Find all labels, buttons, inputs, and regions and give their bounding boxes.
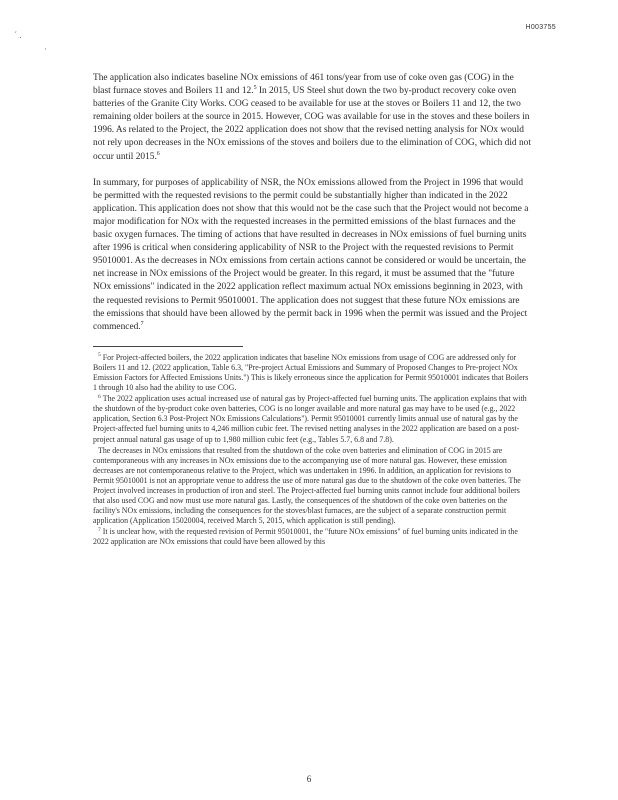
paragraph-text: The application also indicates baseline NOx emissions of 461 tons/year from use of coke oven gas (COG) in the blast furnace stoves and Boilers 11 and 12. bbox=[93, 73, 514, 97]
document-id: H003755 bbox=[525, 24, 556, 31]
footnotes bbox=[93, 353, 533, 548]
footnote-text: The 2022 application uses actual increased use of natural gas by Project-affected fuel burning units. The application explains that with the shutdown of the by-product coke oven batteries, COG is no longer available and more natural gas may have to be used (e.g., 2022 application, Section 6.3 Post-Project NOx Emissions Calculations"). Permit 95010001 currently limits annual use of natural gas by the Project-affected fuel burning units to 4,246 million cubic feet. The revised netting analyses in the 2022 application are based on a post-project annual natural gas usage of up to 1,980 million cubic feet (e.g., Tables 5.7, 6.8 and 7.8). bbox=[93, 394, 527, 444]
footnote bbox=[93, 527, 533, 547]
footnote-mark: 5 bbox=[98, 352, 101, 359]
footnote-mark: 7 bbox=[98, 526, 101, 533]
footnote bbox=[93, 394, 533, 444]
page-number: 6 bbox=[306, 774, 312, 784]
scan-mark: ´ . bbox=[14, 30, 22, 40]
footnote-mark: 6 bbox=[98, 393, 101, 400]
footnote-divider bbox=[93, 346, 243, 347]
paragraph-text-continued: In 2015, US Steel shut down the two by-product recovery coke oven batteries of the Granite City Works. COG ceased to be available for use at the stoves or Boilers 11 and 12, the two remaining older boilers at the source in 2015. However, COG was available for use in the stoves and these boilers in 1996. As related to the Project, the 2022 application does not show that the revised netting analysis for NOx would not rely upon decreases in the NOx emissions of the stoves and boilers due to the elimination of COG, which did not occur until 2015. bbox=[93, 86, 531, 162]
footnote-text: For Project-affected boilers, the 2022 application indicates that baseline NOx emissions from usage of COG are addressed only for Boilers 11 and 12. (2022 application, Table 6.3, "Pre-project Actual Emissions and Summary of Proposed Changes to Pre-project NOx Emission Factors for Affected Emissions Units.") This is likely erroneous since the application for Permit 95010001 indicates that Boilers 1 through 10 also had the ability to use COG. bbox=[93, 352, 529, 393]
footnote-text: It is unclear how, with the requested revision of Permit 95010001, the "future NOx emissions" of fuel burning units indicated in the 2022 application are NOx emissions that could have been allowed by this bbox=[93, 527, 518, 547]
footnote-continuation bbox=[93, 446, 533, 527]
footnote-reference: 7 bbox=[140, 320, 144, 327]
scan-dot: · bbox=[44, 44, 47, 54]
document-page bbox=[93, 72, 533, 549]
footnote-reference: 5 bbox=[253, 84, 257, 91]
paragraph-text: In summary, for purposes of applicability of NSR, the NOx emissions allowed from the Project in 1996 that would be permitted with the requested revisions to the permit could be substantially higher than indicated in the 2022 application. This application does not show that this would not be the case such that the Project would not become a major modification for NOx with the requested increases in the permitted emissions of the blast furnaces and the basic oxygen furnaces. The timing of actions that have resulted in decreases in NOx emissions of fuel burning units after 1996 is critical when considering applicability of NSR to the Project with the requested revisions to Permit 95010001. As the decreases in NOx emissions from certain actions cannot be considered or would be uncertain, the net increase in NOx emissions of the Project would be greater. In this regard, it must be assumed that the "future NOx emissions" indicated in the 2022 application reflect maximum actual NOx emissions beginning in 2023, with the requested revisions to Permit 95010001. The application does not suggest that these future NOx emissions are the emissions that should have been allowed by the permit back in 1996 when the permit was issued and the Project commenced. bbox=[93, 177, 529, 332]
body-paragraph bbox=[93, 177, 533, 334]
body-paragraph bbox=[93, 72, 533, 164]
footnote-reference: 6 bbox=[156, 150, 160, 157]
footnote-text: The decreases in NOx emissions that resulted from the shutdown of the coke oven batteries and elimination of COG in 2015 are contemporaneous with any increases in NOx emissions due to the accompanying use of more natural gas. However, these emission decreases are not contemporaneous relative to the Project, which was undertaken in 1996. In addition, an application for revisions to Permit 95010001 is not an appropriate venue to address the use of more natural gas due to the shutdown of the coke oven batteries. The Project involved increases in production of iron and steel. The Project-affected fuel burning units cannot include four additional boilers that also used COG and now must use more natural gas. Lastly, the consequences of the shutdown of the coke oven batteries on the facility's NOx emissions, including the consequences for the stoves/blast furnaces, are the subject of a separate construction permit application (Application 15020004, received March 5, 2015, which application is still pending). bbox=[93, 445, 521, 526]
footnote bbox=[93, 353, 533, 393]
